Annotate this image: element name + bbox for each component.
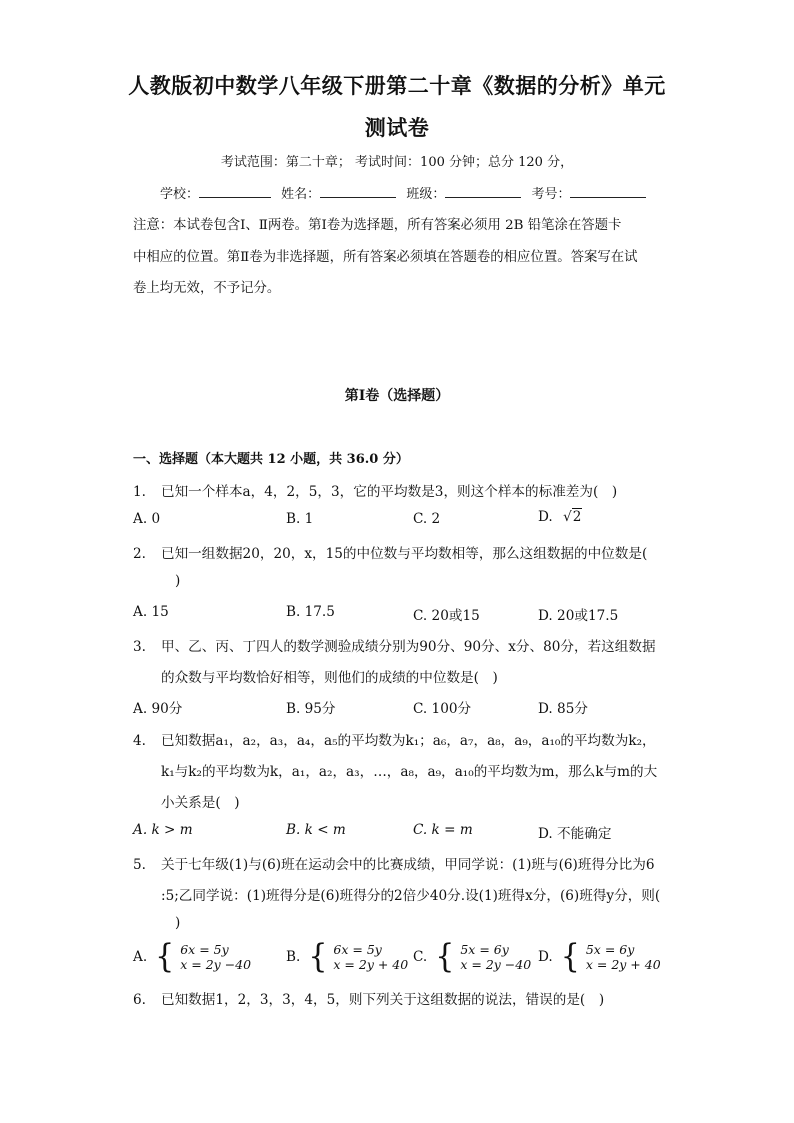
question-text-cont: 小关系是( ): [161, 795, 240, 811]
name-label: 姓名：: [281, 187, 321, 202]
option-label: B.: [286, 948, 301, 965]
question-text-cont: ): [175, 915, 181, 931]
question-1: [133, 480, 617, 500]
option-b: B. k < m: [286, 822, 346, 838]
equation-system: [155, 937, 252, 976]
question-text-cont: 的众数与平均数恰好相等，则他们的成绩的中位数是( ): [161, 670, 498, 686]
equation: 5x = 6y: [460, 942, 509, 957]
note-line: 中相应的位置。第Ⅱ卷为非选择题，所有答案必须填在答题卷的相应位置。答案写在试: [133, 250, 638, 265]
option-label: A.: [133, 948, 148, 965]
student-info-row: [160, 183, 652, 202]
question-text-cont: :5;乙同学说：(1)班得分是(6)班得分的2倍少40分.设(1)班得x分，(6)班得y分，则(: [161, 888, 661, 904]
option-a: [133, 937, 252, 976]
option-c: C. k = m: [413, 822, 473, 838]
option-a: A. 0: [133, 511, 161, 527]
question-number: 4.: [133, 733, 146, 749]
option-d: D. 85分: [538, 701, 588, 717]
equation: 6x = 5y: [180, 942, 229, 957]
option-label: D.: [538, 948, 553, 965]
equation-system: [435, 937, 532, 976]
question-number: 6.: [133, 992, 146, 1008]
exam-title-line1: 人教版初中数学八年级下册第二十章《数据的分析》单元: [128, 73, 666, 98]
exam-no-label: 考号：: [531, 187, 571, 202]
exam-title-line2: 测试卷: [364, 115, 430, 140]
sqrt-radicand: 2: [572, 509, 582, 525]
option-d: [538, 509, 582, 525]
brace-icon: {: [560, 937, 580, 976]
question-text-cont: ): [175, 573, 181, 589]
question-text: 已知数据1，2，3，3，4，5，则下列关于这组数据的说法，错误的是( ): [161, 992, 605, 1008]
question-text: 关于七年级(1)与(6)班在运动会中的比赛成绩，甲同学说：(1)班与(6)班得分比为6: [161, 857, 655, 873]
equation: x = 2y −40: [180, 957, 252, 972]
equation: x = 2y + 40: [585, 957, 661, 972]
question-3: [133, 635, 656, 655]
question-text: 已知一组数据20，20，x，15的中位数与平均数相等，那么这组数据的中位数是(: [161, 546, 648, 562]
question-number: 3.: [133, 639, 146, 655]
school-blank: [199, 185, 271, 198]
question-5: [133, 853, 654, 873]
brace-icon: {: [308, 937, 328, 976]
section-title: 第Ⅰ卷（选择题）: [344, 388, 450, 404]
question-text: 已知数据a₁，a₂，a₃，a₄，a₅的平均数为k₁；a₆，a₇，a₈，a₉，a₁₀的平均数为k₂，: [161, 733, 656, 749]
question-4: [133, 729, 656, 749]
equation: x = 2y −40: [460, 957, 532, 972]
question-text: 甲、乙、丙、丁四人的数学测验成绩分别为90分、90分、x分、80分，若这组数据: [161, 639, 656, 655]
question-2: [133, 542, 647, 562]
option-a: A. k > m: [133, 822, 193, 838]
option-a: A. 90分: [133, 701, 183, 717]
equation-system: [308, 937, 409, 976]
question-number: 2.: [133, 546, 146, 562]
option-a: A. 15: [133, 604, 169, 620]
equation: x = 2y + 40: [333, 957, 409, 972]
option-b: B. 1: [286, 511, 314, 527]
option-c: C. 2: [413, 511, 441, 527]
option-d-label: D.: [538, 509, 553, 525]
question-number: 5.: [133, 857, 146, 873]
sqrt-symbol: √2: [563, 509, 582, 525]
exam-info: 考试范围：第二十章； 考试时间：100 分钟；总分 120 分，: [220, 155, 574, 170]
brace-icon: {: [155, 937, 175, 976]
equation: 5x = 6y: [585, 942, 635, 957]
question-number: 1.: [133, 484, 146, 500]
option-d: D. 不能确定: [538, 826, 612, 842]
equation-system: [560, 937, 661, 976]
question-6: [133, 988, 604, 1008]
option-b: [286, 937, 409, 976]
note-line: 卷上均无效，不予记分。: [133, 281, 281, 296]
equation: 6x = 5y: [333, 942, 382, 957]
class-blank: [445, 185, 521, 198]
option-d: [538, 937, 661, 976]
option-label: C.: [413, 948, 428, 965]
question-text: 已知一个样本a，4，2，5，3，它的平均数是3，则这个样本的标准差为( ): [161, 484, 618, 500]
option-c: C. 100分: [413, 701, 472, 717]
question-text-cont: k₁与k₂的平均数为k，a₁，a₂，a₃，…，a₈，a₉，a₁₀的平均数为m，那么k与m的大: [161, 764, 658, 780]
note-line: 注意：本试卷包含Ⅰ、Ⅱ两卷。第Ⅰ卷为选择题，所有答案必须用 2B 铅笔涂在答题卡: [133, 218, 622, 233]
option-d: D. 20或17.5: [538, 608, 619, 624]
school-label: 学校：: [160, 187, 200, 202]
option-b: B. 95分: [286, 701, 336, 717]
part-heading: 一、选择题（本大题共 12 小题，共 36.0 分）: [133, 452, 409, 467]
exam-no-blank: [570, 185, 646, 198]
option-c: C. 20或15: [413, 608, 480, 624]
name-blank: [320, 185, 396, 198]
class-label: 班级：: [406, 187, 446, 202]
option-b: B. 17.5: [286, 604, 335, 620]
option-c: [413, 937, 532, 976]
brace-icon: {: [435, 937, 455, 976]
